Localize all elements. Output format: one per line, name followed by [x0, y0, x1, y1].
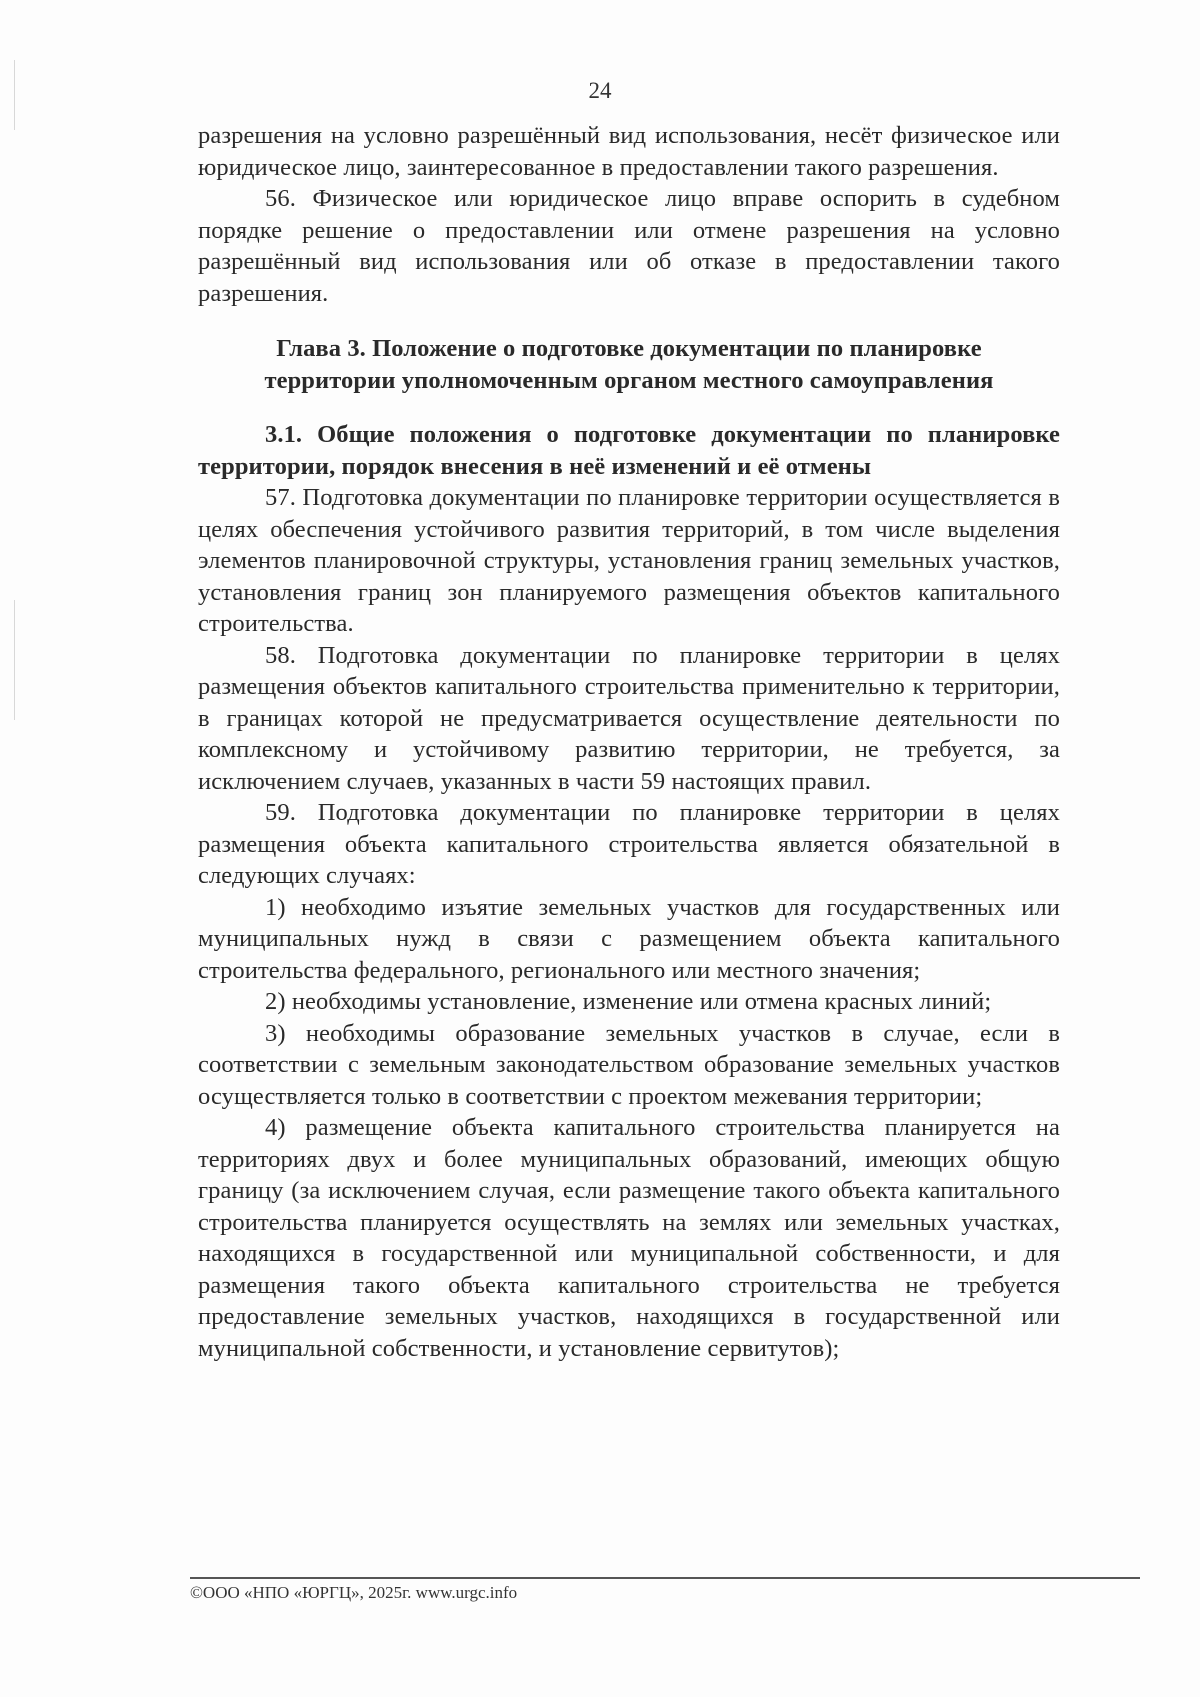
document-body [198, 120, 1060, 1364]
chapter-heading: Глава 3. Положение о подготовке документации по планировке территории уполномоченным органом местного самоуправления [264, 335, 994, 394]
list-item-2: 2) необходимы установление, изменение или отмена красных линий; [265, 988, 992, 1015]
footer-divider [190, 1577, 1140, 1579]
list-item-4: 4) размещение объекта капитального строительства планируется на территориях двух и более муниципальных образований, имеющих общую границу (за исключением случая, если размещение такого объекта капитального строительства планируется осуществлять на землях или земельных участках, находящихся в государственной или муниципальной собственности, и для размещения такого объекта капитального строительства не требуется предоставление земельных участков, находящихся в государственной или муниципальной собственности, и установление сервитутов); [198, 1114, 1060, 1362]
list-item-3: 3) необходимы образование земельных участков в случае, если в соответствии с земельным законодательством образование земельных участков осуществляется только в соответствии с проектом межевания территории; [198, 1019, 1060, 1110]
list-item-1: 1) необходимо изъятие земельных участков для государственных или муниципальных нужд в связи с размещением объекта капитального строительства федерального, регионального или местного значения; [198, 893, 1060, 984]
scan-artifact [14, 600, 15, 720]
paragraph-56: 56. Физическое или юридическое лицо вправе оспорить в судебном порядке решение о предоставлении или отмене разрешения на условно разрешённый вид использования или об отказе в предоставлении такого разрешения. [198, 185, 1060, 307]
footer-copyright: ©ООО «НПО «ЮРГЦ», 2025г. www.urgc.info [190, 1583, 518, 1602]
paragraph-57: 57. Подготовка документации по планировке территории осуществляется в целях обеспечения устойчивого развития территорий, в том числе выделения элементов планировочной структуры, установления границ земельных участков, установления границ зон планируемого размещения объектов капитального строительства. [198, 484, 1060, 637]
paragraph-intro: разрешения на условно разрешённый вид использования, несёт физическое или юридическое лицо, заинтересованное в предоставлении такого разрешения. [198, 122, 1060, 181]
page-number: 24 [588, 78, 612, 103]
paragraph-58: 58. Подготовка документации по планировке территории в целях размещения объектов капитального строительства применительно к территории, в границах которой не предусматривается осуществление деятельности по комплексному и устойчивому развитию территории, не требуется, за исключением случаев, указанных в части 59 настоящих правил. [198, 641, 1060, 795]
section-heading: 3.1. Общие положения о подготовке документации по планировке территории, порядок внесения в неё изменений и её отмены [198, 421, 1060, 480]
paragraph-59: 59. Подготовка документации по планировке территории в целях размещения объекта капитального строительства является обязательной в следующих случаях: [198, 799, 1060, 889]
